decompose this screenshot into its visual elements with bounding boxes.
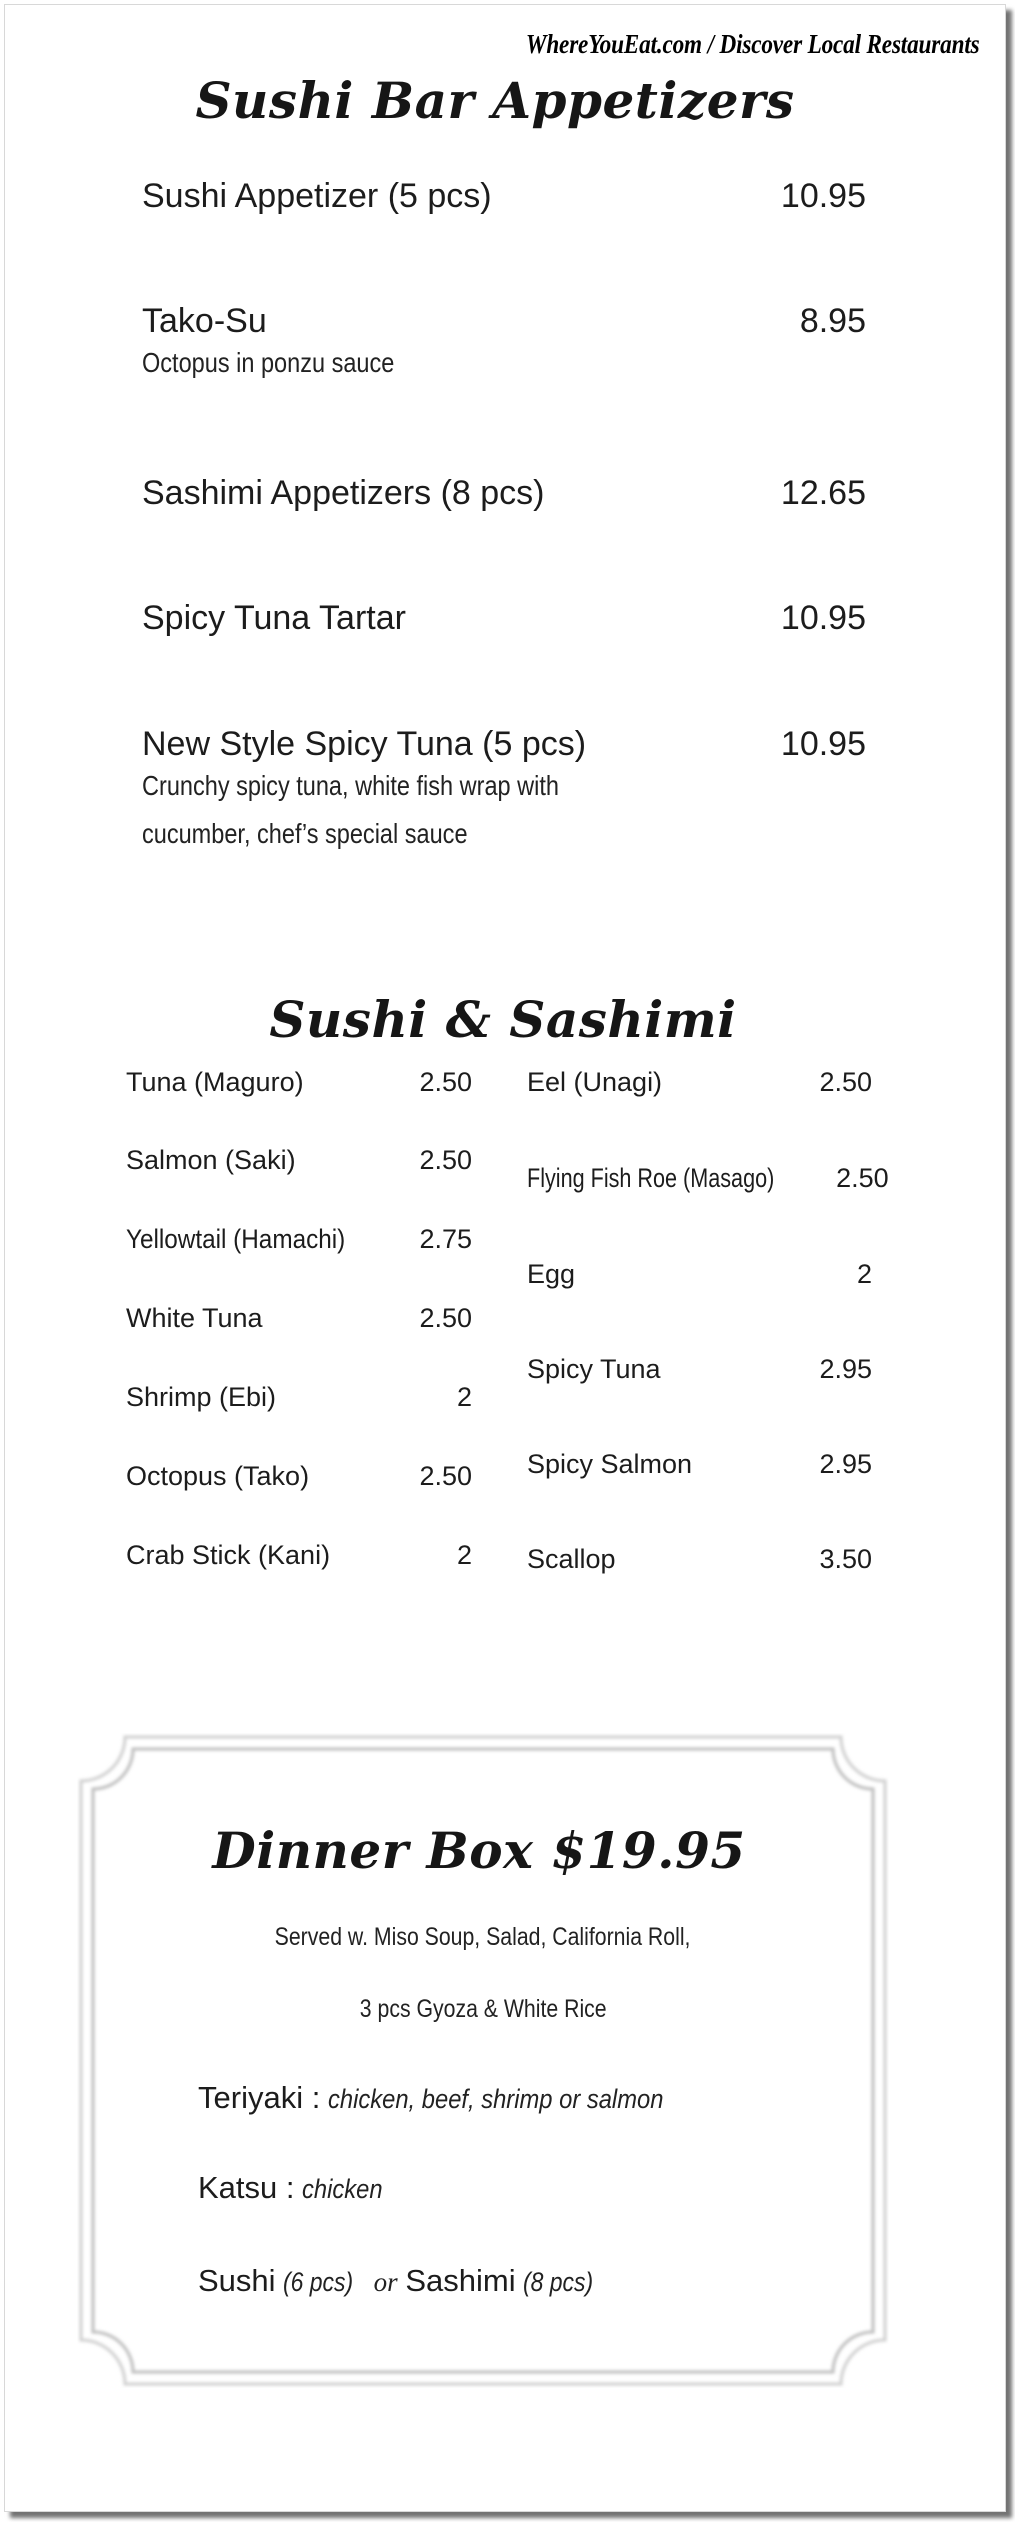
dinner-box-description-line: [77, 1923, 889, 1952]
item-price: 2.50: [419, 1461, 472, 1491]
item-description-line: cucumber, chef’s special sauce: [142, 818, 468, 849]
item-name: Spicy Salmon: [527, 1449, 693, 1479]
sushi-row: [527, 1544, 872, 1575]
sushi-row: [126, 1067, 472, 1098]
item-name: Spicy Tuna Tartar: [142, 599, 406, 637]
sushi-row: [126, 1145, 472, 1176]
item-description: Octopus in ponzu sauce: [142, 347, 395, 378]
item-name: Tuna (Maguro): [126, 1067, 304, 1097]
item-name: Crab Stick (Kani): [126, 1540, 331, 1570]
dinner-box-frame: [77, 1733, 889, 2388]
item-name: Spicy Tuna: [527, 1354, 661, 1384]
item-price: 2.50: [419, 1067, 472, 1097]
item-name: Scallop: [527, 1544, 616, 1574]
item-name: New Style Spicy Tuna (5 pcs): [142, 725, 587, 763]
option-joiner: or: [373, 2267, 398, 2297]
option-detail: chicken, beef, shrimp or salmon: [328, 2084, 664, 2114]
option-detail: chicken: [302, 2174, 383, 2204]
item-price: 2: [856, 1259, 872, 1289]
sushi-row: [126, 1540, 472, 1571]
item-name: Eel (Unagi): [527, 1067, 663, 1097]
description-text: 3 pcs Gyoza & White Rice: [359, 1995, 607, 2023]
item-price: 8.95: [799, 302, 866, 340]
option-label-sashimi: Sashimi: [405, 2263, 516, 2298]
option-detail-sashimi: (8 pcs): [523, 2267, 594, 2297]
item-price: 2.95: [819, 1354, 872, 1384]
sushi-row: [126, 1461, 472, 1492]
item-name: Tako-Su: [142, 302, 267, 340]
sushi-row: [126, 1303, 472, 1334]
item-price: 10.95: [780, 599, 866, 637]
menu-item: [142, 725, 866, 858]
item-price: 2.50: [836, 1163, 889, 1193]
menu-item: [142, 474, 866, 513]
sushi-row: [527, 1259, 872, 1290]
sushi-row: [126, 1382, 472, 1413]
item-name: Octopus (Tako): [126, 1461, 310, 1491]
sushi-row: [527, 1163, 889, 1194]
sushi-row: [527, 1449, 872, 1480]
sushi-row: [527, 1067, 872, 1098]
menu-item: [142, 302, 866, 385]
item-name: Salmon (Saki): [126, 1145, 296, 1175]
dinner-box-description-line: [77, 1995, 889, 2024]
item-price: 2.50: [819, 1067, 872, 1097]
item-name: Flying Fish Roe (Masago): [527, 1163, 775, 1193]
item-name: Sushi Appetizer (5 pcs): [142, 177, 492, 215]
item-price: 2.50: [419, 1145, 472, 1175]
site-title: WhereYouEat.com / Discover Local Restaurants: [525, 29, 979, 59]
dinner-box-heading: Dinner Box $19.95: [212, 1821, 746, 1880]
item-price: 2: [456, 1540, 472, 1570]
sushi-row: [126, 1224, 472, 1255]
item-price: 12.65: [780, 474, 866, 512]
dinner-option-teriyaki: [198, 2080, 709, 2116]
dinner-option-sushi-or-sashimi: [198, 2263, 606, 2299]
dinner-option-katsu: [198, 2170, 394, 2206]
item-price: 2.75: [419, 1224, 472, 1254]
section-heading-sushi-sashimi: Sushi & Sashimi: [269, 990, 737, 1049]
item-name: Egg: [527, 1259, 576, 1289]
item-name: White Tuna: [126, 1303, 263, 1333]
item-price: 10.95: [780, 177, 866, 215]
item-name: Sashimi Appetizers (8 pcs): [142, 474, 545, 512]
option-label: Teriyaki :: [198, 2080, 321, 2115]
item-name: Yellowtail (Hamachi): [126, 1224, 346, 1254]
option-detail-sushi: (6 pcs): [283, 2267, 354, 2297]
section-heading-appetizers: Sushi Bar Appetizers: [195, 71, 795, 130]
item-price: 2.50: [419, 1303, 472, 1333]
item-price: 2: [456, 1382, 472, 1412]
sushi-row: [527, 1354, 872, 1385]
item-price: 10.95: [780, 725, 866, 763]
menu-page: [4, 4, 1006, 2512]
menu-item: [142, 599, 866, 638]
item-description-line: Crunchy spicy tuna, white fish wrap with: [142, 770, 560, 801]
option-label-sushi: Sushi: [198, 2263, 276, 2298]
description-text: Served w. Miso Soup, Salad, California Roll,: [275, 1923, 691, 1951]
item-price: 3.50: [819, 1544, 872, 1574]
item-price: 2.95: [819, 1449, 872, 1479]
menu-item: [142, 177, 866, 216]
option-label: Katsu :: [198, 2170, 295, 2205]
item-name: Shrimp (Ebi): [126, 1382, 277, 1412]
